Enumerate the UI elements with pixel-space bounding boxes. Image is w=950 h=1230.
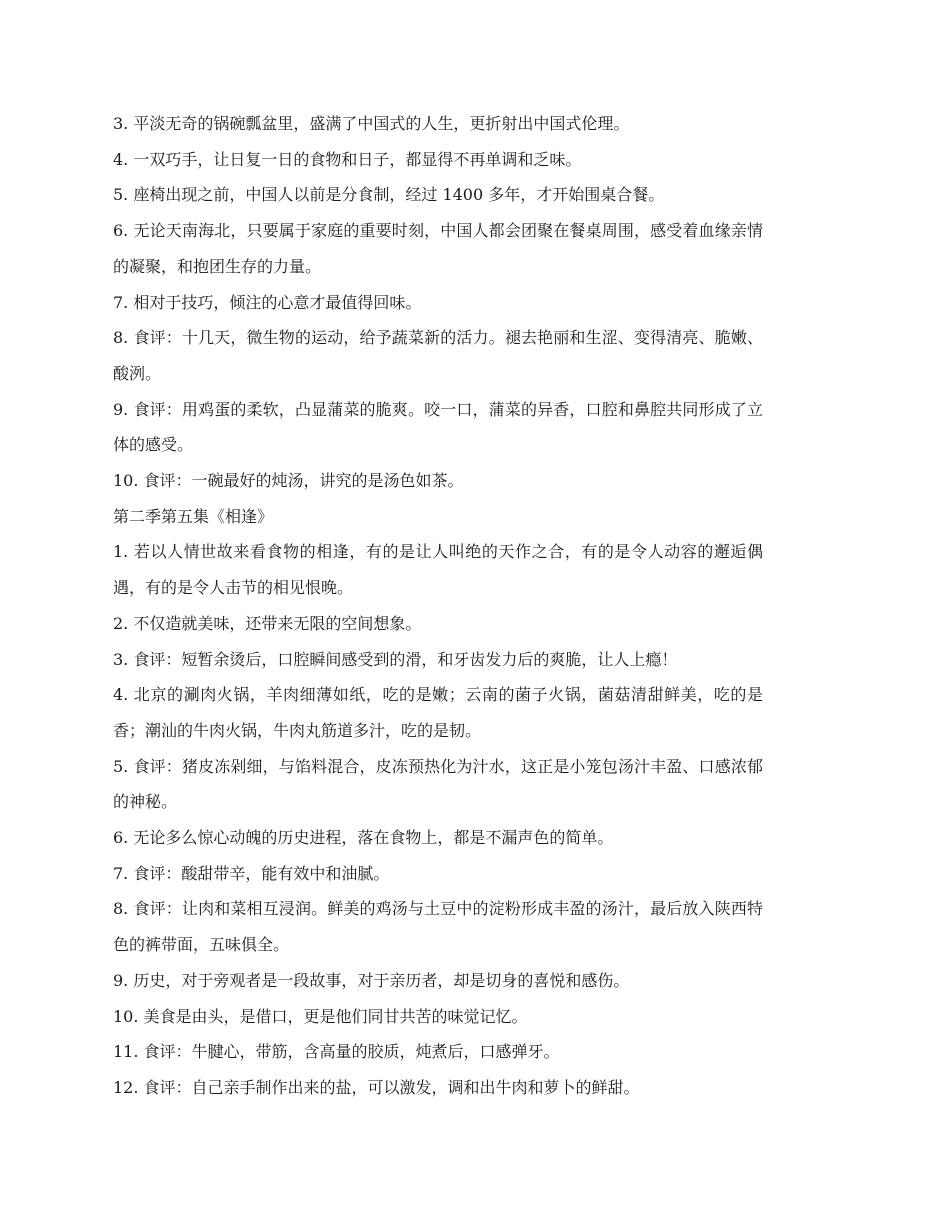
paragraph: 9. 历史，对于旁观者是一段故事，对于亲历者，却是切身的喜悦和感伤。 — [113, 970, 630, 990]
paragraph: 5. 座椅出现之前，中国人以前是分食制，经过 1400 多年，才开始围桌合餐。 — [113, 185, 665, 205]
paragraph: 5. 食评：猪皮冻剁细，与馅料混合，皮冻预热化为汁水，这正是小笼包汤汁丰盈、口感浓郁的神秘。 — [113, 756, 763, 812]
paragraph: 10. 美食是由头，是借口，更是他们同甘共苦的味觉记忆。 — [113, 1006, 528, 1026]
document-page — [113, 106, 763, 1106]
paragraph: 11. 食评：牛腱心，带筋，含高量的胶质，炖煮后，口感弹牙。 — [113, 1042, 560, 1062]
paragraph: 6. 无论多么惊心动魄的历史进程，落在食物上，都是不漏声色的简单。 — [113, 828, 614, 848]
paragraph: 6. 无论天南海北，只要属于家庭的重要时刻，中国人都会团聚在餐桌周围，感受着血缘亲情的凝聚，和抱团生存的力量。 — [113, 221, 763, 276]
paragraph: 1. 若以人情世故来看食物的相逢，有的是让人叫绝的天作之合，有的是令人动容的邂逅偶遇，有的是令人击节的相见恨晚。 — [113, 542, 763, 598]
section-heading: 第二季第五集《相逢》 — [113, 506, 274, 526]
paragraph: 7. 食评：酸甜带辛，能有效中和油腻。 — [113, 863, 390, 883]
paragraph: 4. 北京的涮肉火锅，羊肉细薄如纸，吃的是嫩；云南的菌子火锅，菌菇清甜鲜美，吃的是香；潮汕的牛肉火锅，牛肉丸筋道多汁，吃的是韧。 — [113, 685, 763, 740]
paragraph: 8. 食评：十几天，微生物的运动，给予蔬菜新的活力。褪去艳丽和生涩、变得清亮、脆嫩、酸洌。 — [113, 328, 763, 383]
paragraph: 4. 一双巧手，让日复一日的食物和日子，都显得不再单调和乏味。 — [113, 149, 582, 169]
paragraph: 7. 相对于技巧，倾注的心意才最值得回味。 — [113, 292, 422, 312]
paragraph: 3. 平淡无奇的锅碗瓢盆里，盛满了中国式的人生，更折射出中国式伦理。 — [113, 114, 630, 133]
paragraph: 9. 食评：用鸡蛋的柔软，凸显蒲菜的脆爽。咬一口，蒲菜的异香，口腔和鼻腔共同形成了立体的感受。 — [113, 399, 763, 455]
paragraph: 8. 食评：让肉和菜相互浸润。鲜美的鸡汤与土豆中的淀粉形成丰盈的汤汁，最后放入陕西特色的裤带面，五味俱全。 — [113, 899, 763, 955]
paragraph: 2. 不仅造就美味，还带来无限的空间想象。 — [113, 613, 422, 633]
paragraph: 10. 食评：一碗最好的炖汤，讲究的是汤色如茶。 — [113, 471, 464, 491]
paragraph: 3. 食评：短暂余烫后，口腔瞬间感受到的滑，和牙齿发力后的爽脆，让人上瘾！ — [113, 649, 678, 669]
paragraph: 12. 食评：自己亲手制作出来的盐，可以激发，调和出牛肉和萝卜的鲜甜。 — [113, 1077, 640, 1097]
